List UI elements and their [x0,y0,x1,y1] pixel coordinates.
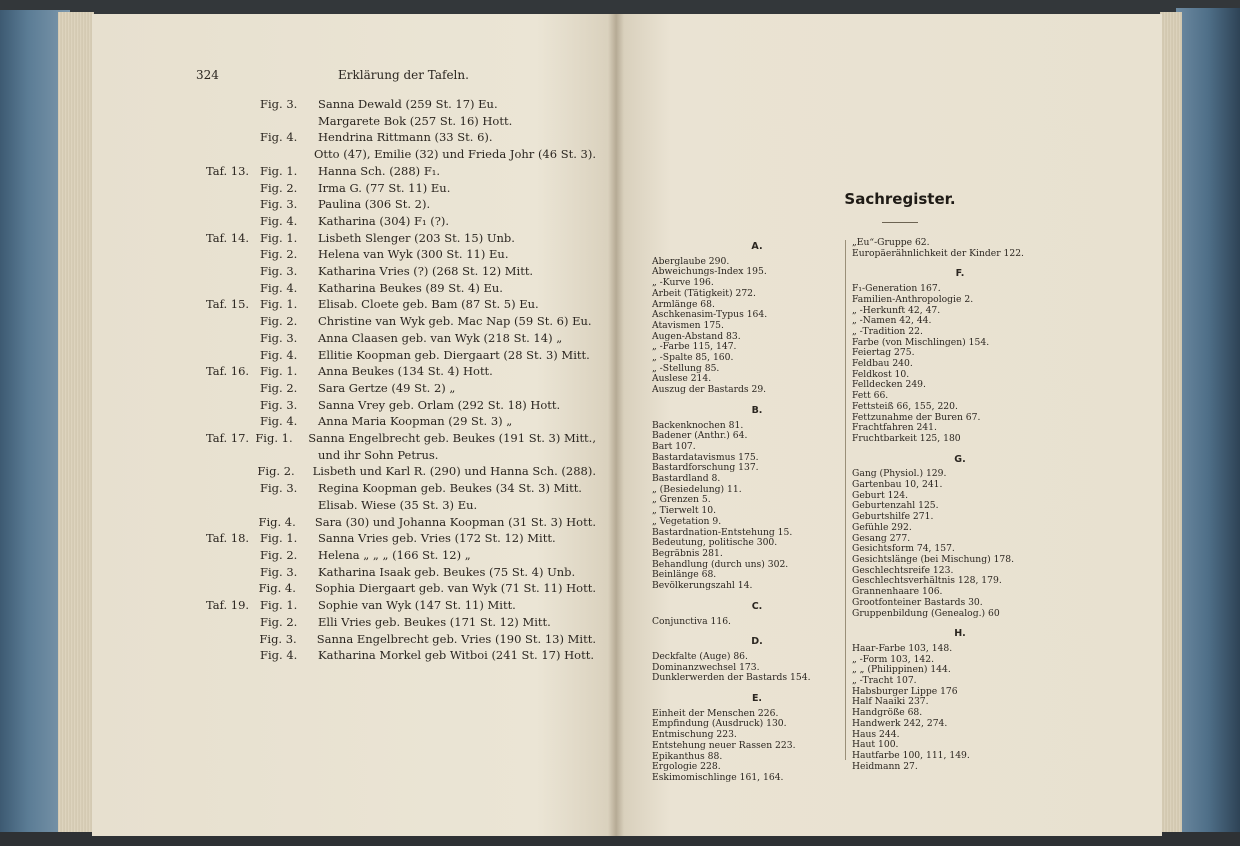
index-entry: Half Naaiki 237. [852,696,929,708]
plate-number [206,631,259,648]
index-entry: Fett 66. [852,390,889,402]
index-entry: Bart 107. [652,440,696,452]
index-entry: Bastardatavismus 175. [652,451,759,463]
index-entry: „ (Besiedelung) 11. [652,483,742,495]
figure-number: Fig. 3. [260,330,298,345]
index-entry: Bastardforschung 137. [652,462,759,474]
figure-number [260,447,318,464]
plate-row [206,363,596,380]
index-entry: Dunklerwerden der Bastards 154. [652,672,811,684]
plate-number [206,330,260,347]
index-entry: „ Grenzen 5. [652,494,711,506]
index-entry: Fruchtbarkeit 125, 180 [852,432,961,444]
plate-caption: Katharina Beukes (89 St. 4) Eu. [318,280,503,295]
index-entry: Aberglaube 290. [652,255,730,267]
plate-row [206,213,596,230]
plate-number [206,580,259,597]
plate-row [206,564,596,581]
index-entry: „ Tierwelt 10. [652,505,717,517]
plate-row [206,163,596,180]
plate-row [206,430,596,447]
book-cover-right [1176,8,1240,838]
figure-number: Fig. 4. [260,414,298,429]
plate-number [206,113,260,130]
index-entry: Beinlänge 68. [652,569,717,581]
index-entry: Feldbau 240. [852,358,913,370]
figure-number: Fig. 4. [258,514,296,529]
figure-number: Fig. 3. [260,397,298,412]
figure-number: Fig. 3. [260,264,298,279]
title-rule [882,222,918,223]
plate-number [206,380,260,397]
running-title: Erklärung der Tafeln. [338,68,469,82]
figure-number [258,146,314,163]
plate-caption: Elisab. Wiese (35 St. 3) Eu. [318,497,478,512]
index-entry: Feldkost 10. [852,368,910,380]
index-letter-heading: D. [751,636,763,648]
figure-number: Fig. 2. [260,380,298,395]
plate-row [206,296,596,313]
index-letter-heading: B. [751,404,763,416]
plate-row [206,580,596,597]
index-entry: „ -Spalte 85, 160. [652,352,734,364]
plate-number [206,347,260,364]
plate-caption: Christine van Wyk geb. Mac Nap (59 St. 6) Eu. [318,314,592,329]
figure-number: Fig. 2. [260,247,298,262]
plate-row [206,263,596,280]
plate-row [206,447,596,464]
index-entry: Geburt 124. [852,489,909,501]
index-entry: Entmischung 223. [652,729,737,741]
plate-caption: Katharina Morkel geb Witboi (241 St. 17) Hott. [318,648,594,663]
figure-number: Fig. 1. [260,297,298,312]
index-entry: Geschlechtsverhältnis 128, 179. [852,575,1002,587]
scan-background-top [0,0,1240,14]
plate-row [206,347,596,364]
plate-number [206,564,260,581]
plate-number: Taf. 18. [206,531,250,546]
figure-number: Fig. 4. [260,648,298,663]
index-entry: Gartenbau 10, 241. [852,479,943,491]
index-letter-heading: C. [751,600,763,612]
plate-caption: Anna Beukes (134 St. 4) Hott. [318,364,493,379]
figure-number: Fig. 1. [255,431,293,446]
index-title: Sachregister. [844,190,956,208]
plate-number [206,463,257,480]
index-entry: Einheit der Menschen 226. [652,707,779,719]
plate-row [206,631,596,648]
plate-row [206,280,596,297]
plate-caption: Hendrina Rittmann (33 St. 6). [318,130,493,145]
index-entry: Handgröße 68. [852,707,923,719]
plate-number [206,514,258,531]
plate-number [206,447,260,464]
index-entry: Bevölkerungszahl 14. [652,580,753,592]
plate-number: Taf. 13. [206,163,250,178]
figure-number: Fig. 3. [260,97,298,111]
plate-number [206,263,260,280]
index-entry: Ergologie 228. [652,761,721,773]
plate-row [206,313,596,330]
index-entry: Badener (Anthr.) 64. [652,430,748,442]
index-entry: Geschlechtsreife 123. [852,564,954,576]
index-entry: Haar-Farbe 103, 148. [852,642,953,654]
figure-number: Fig. 1. [260,598,298,613]
index-entry: „ -Tracht 107. [852,675,917,687]
book-gutter [608,14,624,836]
index-entry: Aschkenasim-Typus 164. [652,309,768,321]
index-entry: Felldecken 249. [852,379,926,391]
index-entry: Gruppenbildung (Genealog.) 60 [852,607,1000,619]
plate-number [206,614,260,631]
plate-number [206,397,260,414]
figure-number: Fig. 2. [260,180,298,195]
plate-caption: Irma G. (77 St. 11) Eu. [318,180,451,195]
figure-number: Fig. 3. [260,564,298,579]
plate-number [206,246,260,263]
figure-number: Fig. 1. [260,230,298,245]
figure-number: Fig. 2. [260,547,298,562]
index-entry: Bedeutung, politische 300. [652,537,778,549]
figure-number: Fig. 4. [260,213,298,228]
plate-caption: Helena van Wyk (300 St. 11) Eu. [318,247,509,262]
plate-list [206,96,596,664]
index-letter-heading: F. [955,268,965,280]
index-entry: „ -Tradition 22. [852,325,923,337]
plate-row [206,230,596,247]
index-letter-heading: E. [751,693,763,705]
index-entry: „ -Farbe 115, 147. [652,341,737,353]
figure-number: Fig. 2. [260,314,298,329]
index-entry: Arbeit (Tätigkeit) 272. [652,287,756,299]
figure-number: Fig. 4. [260,347,298,362]
index-entry: Augen-Abstand 83. [652,330,741,342]
plate-row [206,380,596,397]
index-entry: Backenknochen 81. [652,419,744,431]
index-entry: Feiertag 275. [852,347,915,359]
index-entry: Begräbnis 281. [652,547,723,559]
plate-row [206,530,596,547]
index-entry: F₁-Generation 167. [852,283,941,295]
index-entry: Haus 244. [852,728,900,740]
plate-caption: Margarete Bok (257 St. 16) Hott. [318,113,513,128]
plate-caption: Anna Maria Koopman (29 St. 3) „ [318,414,513,429]
plate-row [206,514,596,531]
plate-row [206,480,596,497]
plate-caption: Helena „ „ „ (166 St. 12) „ [318,547,471,562]
plate-caption: Sara (30) und Johanna Koopman (31 St. 3) Hott. [314,514,596,529]
plate-number [206,96,260,113]
index-column-right [852,238,1048,772]
index-entry: Atavismen 175. [652,319,724,331]
plate-number: Taf. 14. [206,230,250,245]
index-entry: Eskimomischlinge 161, 164. [652,771,784,783]
page-edges-left [58,12,94,834]
plate-number [206,647,260,664]
plate-number: Taf. 15. [206,297,250,312]
index-entry: Abweichungs-Index 195. [652,266,767,278]
plate-number: Taf. 16. [206,364,250,379]
index-entry: Geburtshilfe 271. [852,511,934,523]
plate-caption: Lisbeth Slenger (203 St. 15) Unb. [318,230,515,245]
index-entry: Gang (Physiol.) 129. [852,468,947,480]
plate-row [206,129,596,146]
index-entry: Behandlung (durch uns) 302. [652,558,789,570]
index-entry: Habsburger Lippe 176 [852,685,958,697]
plate-caption: und ihr Sohn Petrus. [318,447,439,462]
plate-row [206,330,596,347]
plate-caption: Otto (47), Emilie (32) und Frieda Johr (46 St. 3). [313,147,596,162]
plate-caption: Sara Gertze (49 St. 2) „ [318,380,456,395]
index-entry: Geburtenzahl 125. [852,500,939,512]
index-entry: Europäerähnlichkeit der Kinder 122. [852,247,1024,259]
plate-row [206,96,596,113]
plate-number: Taf. 19. [206,598,250,613]
plate-row [206,614,596,631]
plate-row [206,397,596,414]
index-entry: Bastardnation-Entstehung 15. [652,526,793,538]
index-entry: Hautfarbe 100, 111, 149. [852,749,970,761]
index-letter-heading: H. [954,628,966,640]
plate-caption: Sophie van Wyk (147 St. 11) Mitt. [318,598,516,613]
index-entry: Grannenhaare 106. [852,586,943,598]
index-entry: Gefühle 292. [852,521,912,533]
plate-number [206,129,260,146]
plate-caption: Sanna Vries geb. Vries (172 St. 12) Mitt. [318,531,556,546]
plate-number: Taf. 17. [206,431,250,446]
index-entry: Fettzunahme der Buren 67. [852,411,981,423]
index-entry: Frachtfahren 241. [852,422,937,434]
plate-row [206,497,596,514]
index-entry: Gesichtslänge (bei Mischung) 178. [852,553,1015,565]
index-entry: Gesichtsform 74, 157. [852,543,955,555]
plate-caption: Sanna Dewald (259 St. 17) Eu. [318,97,498,111]
plate-caption: Elisab. Cloete geb. Bam (87 St. 5) Eu. [318,297,539,312]
index-entry: Empfindung (Ausdruck) 130. [652,718,787,730]
index-entry: Epikanthus 88. [652,750,723,762]
index-letter-heading: G. [954,453,966,465]
plate-row [206,413,596,430]
plate-caption: Elli Vries geb. Beukes (171 St. 12) Mitt. [318,614,551,629]
figure-number [260,497,318,514]
index-entry: Haut 100. [852,739,899,751]
plate-caption: Katharina (304) F₁ (?). [318,213,450,228]
figure-number: Fig. 1. [260,364,298,379]
plate-number [206,146,258,163]
plate-row [206,180,596,197]
page-number: 324 [196,68,219,82]
plate-row [206,246,596,263]
index-entry: „Eu“-Gruppe 62. [852,237,930,248]
figure-number: Fig. 1. [260,531,298,546]
plate-number [206,280,260,297]
index-entry: Familien-Anthropologie 2. [852,293,974,305]
index-entry: Gesang 277. [852,532,911,544]
index-entry: Heidmann 27. [852,760,918,772]
index-entry: „ -Form 103, 142. [852,653,935,665]
index-entry: Handwerk 242, 274. [852,717,948,729]
figure-number: Fig. 1. [260,163,298,178]
plate-caption: Sophia Diergaart geb. van Wyk (71 St. 11) Hott. [315,581,596,596]
index-entry: Armlänge 68. [652,298,715,310]
index-letter-heading: A. [751,241,763,252]
index-entry: Conjunctiva 116. [652,615,731,627]
index-entry: Farbe (von Mischlingen) 154. [852,336,990,348]
index-entry: Deckfalte (Auge) 86. [652,650,748,662]
plate-row [206,146,596,163]
plate-number [206,413,260,430]
index-entry: „ „ (Philippinen) 144. [852,664,951,676]
column-separator [845,240,846,760]
index-entry: Bastardland 8. [652,473,721,485]
figure-number: Fig. 3. [260,481,298,496]
figure-number: Fig. 2. [260,614,298,629]
plate-row [206,597,596,614]
index-entry: „ Vegetation 9. [652,515,722,527]
plate-caption: Sanna Engelbrecht geb. Vries (190 St. 13) Mitt. [316,631,596,646]
plate-caption: Regina Koopman geb. Beukes (34 St. 3) Mitt. [318,481,582,496]
index-entry: Dominanzwechsel 173. [652,661,760,673]
index-entry: „ -Herkunft 42, 47. [852,304,941,316]
plate-number [206,196,260,213]
plate-number [206,480,260,497]
figure-number: Fig. 3. [260,197,298,212]
plate-number [206,497,260,514]
plate-row [206,463,596,480]
plate-row [206,113,596,130]
index-entry: Auslese 214. [652,373,712,385]
index-column-left [652,238,842,784]
plate-caption: Lisbeth und Karl R. (290) und Hanna Sch. (288). [312,464,596,479]
index-entry: Fettsteiß 66, 155, 220. [852,400,958,412]
plate-number [206,213,260,230]
figure-number: Fig. 2. [257,464,295,479]
plate-row [206,196,596,213]
plate-caption: Sanna Vrey geb. Orlam (292 St. 18) Hott. [318,397,561,412]
page-edges-right [1160,12,1182,834]
figure-number: Fig. 3. [259,631,297,646]
plate-number [206,313,260,330]
index-entry: Grootfonteiner Bastards 30. [852,596,983,608]
index-entry: Auszug der Bastards 29. [652,384,767,396]
index-entry: „ -Namen 42, 44. [852,315,932,327]
plate-row [206,547,596,564]
plate-caption: Anna Claasen geb. van Wyk (218 St. 14) „ [318,330,563,345]
index-entry: „ -Stellung 85. [652,362,720,374]
figure-number: Fig. 4. [258,581,296,596]
index-entry: Entstehung neuer Rassen 223. [652,739,796,751]
plate-caption: Hanna Sch. (288) F₁. [318,163,441,178]
plate-caption: Paulina (306 St. 2). [318,197,431,212]
figure-number: Fig. 4. [260,130,298,145]
plate-caption: Katharina Vries (?) (268 St. 12) Mitt. [318,264,534,279]
index-entry: „ -Kurve 196. [652,277,714,289]
plate-caption: Katharina Isaak geb. Beukes (75 St. 4) Unb. [318,564,576,579]
plate-caption: Sanna Engelbrecht geb. Beukes (191 St. 3) Mitt., [308,431,596,446]
plate-number [206,547,260,564]
figure-number: Fig. 4. [260,280,298,295]
plate-number [206,180,260,197]
plate-row [206,647,596,664]
figure-number [260,113,318,130]
plate-caption: Ellitie Koopman geb. Diergaart (28 St. 3) Mitt. [318,347,590,362]
